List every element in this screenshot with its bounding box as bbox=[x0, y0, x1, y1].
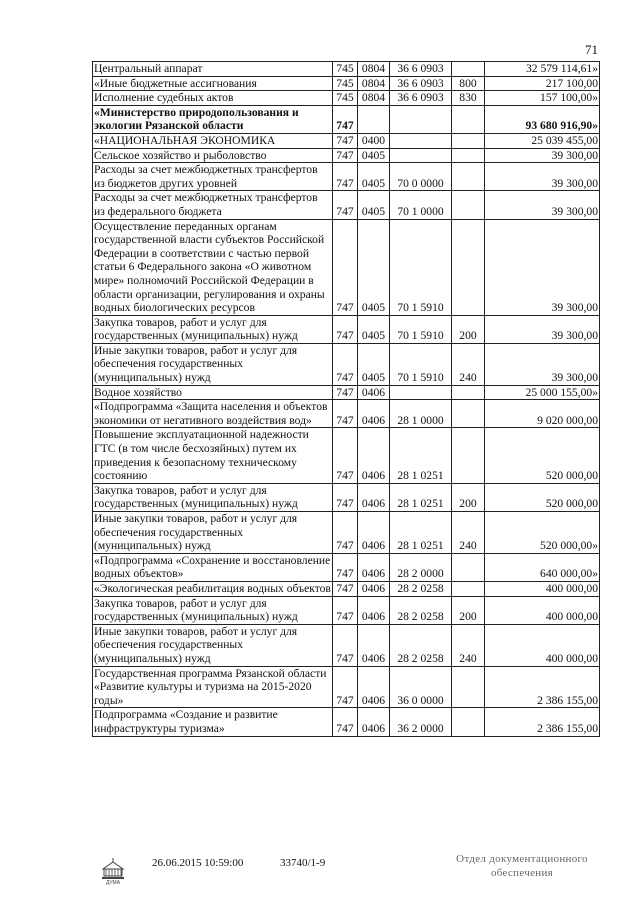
table-row bbox=[93, 133, 600, 148]
table-row bbox=[93, 315, 600, 343]
row-name: Иные закупки товаров, работ и услуг для обеспечения государственных (муниципальных) нужд bbox=[93, 512, 333, 554]
row-sum: 39 300,00 bbox=[485, 343, 600, 385]
row-article: 28 2 0258 bbox=[390, 624, 452, 666]
row-sum: 217 100,00 bbox=[485, 76, 600, 91]
row-name: Сельское хозяйство и рыболовство bbox=[93, 148, 333, 163]
row-code: 747 bbox=[333, 315, 358, 343]
row-sum: 39 300,00 bbox=[485, 163, 600, 191]
row-section: 0804 bbox=[358, 91, 390, 106]
table-row bbox=[93, 105, 600, 133]
row-sum: 400 000,00 bbox=[485, 581, 600, 596]
table-row bbox=[93, 400, 600, 428]
row-code: 747 bbox=[333, 105, 358, 133]
table-row bbox=[93, 91, 600, 106]
row-section: 0804 bbox=[358, 76, 390, 91]
row-sum: 32 579 114,61» bbox=[485, 62, 600, 77]
row-sum: 520 000,00 bbox=[485, 428, 600, 483]
row-sum: 520 000,00» bbox=[485, 512, 600, 554]
footer-stamp-line2: обеспечения bbox=[490, 867, 554, 879]
row-type: 200 bbox=[452, 483, 485, 511]
row-section: 0405 bbox=[358, 219, 390, 315]
row-type bbox=[452, 400, 485, 428]
row-sum: 400 000,00 bbox=[485, 596, 600, 624]
row-section: 0406 bbox=[358, 624, 390, 666]
row-sum: 25 000 155,00» bbox=[485, 385, 600, 400]
row-section: 0400 bbox=[358, 133, 390, 148]
table-row bbox=[93, 343, 600, 385]
table-row bbox=[93, 62, 600, 77]
row-section: 0406 bbox=[358, 512, 390, 554]
row-type bbox=[452, 105, 485, 133]
table-row bbox=[93, 483, 600, 511]
row-section: 0406 bbox=[358, 385, 390, 400]
table-row bbox=[93, 553, 600, 581]
row-section: 0405 bbox=[358, 315, 390, 343]
row-type bbox=[452, 133, 485, 148]
row-section: 0406 bbox=[358, 400, 390, 428]
duma-emblem-icon bbox=[98, 855, 128, 885]
row-name: Повышение эксплуатационной надежности ГТС (в том числе бесхозяйных) путем их приведения к безопасному техническому состоянию bbox=[93, 428, 333, 483]
row-code: 747 bbox=[333, 400, 358, 428]
row-name: Расходы за счет межбюджетных трансфертов из федерального бюджета bbox=[93, 191, 333, 219]
row-section: 0406 bbox=[358, 596, 390, 624]
row-sum: 25 039 455,00 bbox=[485, 133, 600, 148]
row-article: 70 1 5910 bbox=[390, 343, 452, 385]
row-type bbox=[452, 163, 485, 191]
row-section: 0405 bbox=[358, 191, 390, 219]
footer-datetime: 26.06.2015 10:59:00 bbox=[152, 857, 244, 869]
row-type: 200 bbox=[452, 596, 485, 624]
svg-text:ДУМА: ДУМА bbox=[105, 880, 121, 885]
table-body bbox=[93, 62, 600, 737]
row-code: 747 bbox=[333, 483, 358, 511]
row-sum: 39 300,00 bbox=[485, 191, 600, 219]
table-row bbox=[93, 148, 600, 163]
row-name: «Министерство природопользования и экологии Рязанской области bbox=[93, 105, 333, 133]
row-name: «Иные бюджетные ассигнования bbox=[93, 76, 333, 91]
row-section: 0405 bbox=[358, 163, 390, 191]
row-article: 36 0 0000 bbox=[390, 666, 452, 708]
row-article bbox=[390, 133, 452, 148]
row-section: 0406 bbox=[358, 708, 390, 736]
row-article: 36 6 0903 bbox=[390, 62, 452, 77]
row-code: 747 bbox=[333, 385, 358, 400]
row-code: 747 bbox=[333, 133, 358, 148]
row-code: 747 bbox=[333, 191, 358, 219]
table-row bbox=[93, 666, 600, 708]
row-article: 28 1 0251 bbox=[390, 512, 452, 554]
row-type: 830 bbox=[452, 91, 485, 106]
row-article: 28 1 0251 bbox=[390, 483, 452, 511]
table-row bbox=[93, 581, 600, 596]
row-sum: 93 680 916,90» bbox=[485, 105, 600, 133]
budget-table bbox=[92, 61, 600, 737]
row-type bbox=[452, 553, 485, 581]
table-row bbox=[93, 596, 600, 624]
row-code: 747 bbox=[333, 581, 358, 596]
row-type bbox=[452, 666, 485, 708]
row-name: Исполнение судебных актов bbox=[93, 91, 333, 106]
row-name: «НАЦИОНАЛЬНАЯ ЭКОНОМИКА bbox=[93, 133, 333, 148]
row-article: 70 1 5910 bbox=[390, 315, 452, 343]
row-code: 745 bbox=[333, 76, 358, 91]
row-type: 800 bbox=[452, 76, 485, 91]
row-code: 747 bbox=[333, 512, 358, 554]
row-code: 747 bbox=[333, 624, 358, 666]
row-section: 0405 bbox=[358, 148, 390, 163]
row-sum: 400 000,00 bbox=[485, 624, 600, 666]
row-sum: 640 000,00» bbox=[485, 553, 600, 581]
row-name: Закупка товаров, работ и услуг для государственных (муниципальных) нужд bbox=[93, 596, 333, 624]
row-code: 747 bbox=[333, 428, 358, 483]
row-code: 747 bbox=[333, 148, 358, 163]
row-code: 745 bbox=[333, 62, 358, 77]
row-code: 747 bbox=[333, 708, 358, 736]
row-type bbox=[452, 62, 485, 77]
row-section: 0406 bbox=[358, 553, 390, 581]
row-code: 747 bbox=[333, 219, 358, 315]
row-code: 747 bbox=[333, 343, 358, 385]
row-article bbox=[390, 105, 452, 133]
row-article: 70 0 0000 bbox=[390, 163, 452, 191]
row-section: 0804 bbox=[358, 62, 390, 77]
page-number: 71 bbox=[585, 42, 598, 57]
row-name: Иные закупки товаров, работ и услуг для обеспечения государственных (муниципальных) нужд bbox=[93, 624, 333, 666]
table-row bbox=[93, 219, 600, 315]
row-article bbox=[390, 385, 452, 400]
row-name: Осуществление переданных органам государственной власти субъектов Российской Федерации в соответствии с частью первой статьи 6 Федерального закона «О животном мире» полномочий Российской Федерации в области организации, регулирования и охраны водных биологических ресурсов bbox=[93, 219, 333, 315]
row-type bbox=[452, 219, 485, 315]
row-type bbox=[452, 191, 485, 219]
row-name: Подпрограмма «Создание и развитие инфраструктуры туризма» bbox=[93, 708, 333, 736]
row-name: Закупка товаров, работ и услуг для государственных (муниципальных) нужд bbox=[93, 315, 333, 343]
row-type bbox=[452, 148, 485, 163]
row-type: 200 bbox=[452, 315, 485, 343]
row-section: 0405 bbox=[358, 343, 390, 385]
row-section: 0406 bbox=[358, 666, 390, 708]
row-sum: 39 300,00 bbox=[485, 315, 600, 343]
row-article: 36 6 0903 bbox=[390, 76, 452, 91]
row-article: 70 1 5910 bbox=[390, 219, 452, 315]
row-article: 28 2 0258 bbox=[390, 596, 452, 624]
row-name: «Подпрограмма «Сохранение и восстановление водных объектов» bbox=[93, 553, 333, 581]
row-section bbox=[358, 105, 390, 133]
footer-doc-number: 33740/1-9 bbox=[280, 857, 326, 869]
table-row bbox=[93, 191, 600, 219]
row-type: 240 bbox=[452, 512, 485, 554]
row-name: «Подпрограмма «Защита населения и объектов экономики от негативного воздействия вод» bbox=[93, 400, 333, 428]
row-code: 747 bbox=[333, 163, 358, 191]
row-name: Иные закупки товаров, работ и услуг для обеспечения государственных (муниципальных) нужд bbox=[93, 343, 333, 385]
row-article bbox=[390, 148, 452, 163]
footer-stamp-line1: Отдел документационного bbox=[456, 853, 588, 865]
table-row bbox=[93, 624, 600, 666]
row-article: 28 1 0251 bbox=[390, 428, 452, 483]
row-code: 745 bbox=[333, 91, 358, 106]
row-sum: 2 386 155,00 bbox=[485, 666, 600, 708]
row-article: 28 1 0000 bbox=[390, 400, 452, 428]
footer-stamp bbox=[444, 852, 600, 880]
row-type bbox=[452, 385, 485, 400]
row-sum: 520 000,00 bbox=[485, 483, 600, 511]
row-type: 240 bbox=[452, 343, 485, 385]
row-article: 36 6 0903 bbox=[390, 91, 452, 106]
row-name: Центральный аппарат bbox=[93, 62, 333, 77]
table-row bbox=[93, 428, 600, 483]
table-row bbox=[93, 708, 600, 736]
row-sum: 157 100,00» bbox=[485, 91, 600, 106]
row-article: 28 2 0258 bbox=[390, 581, 452, 596]
table-row bbox=[93, 163, 600, 191]
row-section: 0406 bbox=[358, 428, 390, 483]
row-code: 747 bbox=[333, 553, 358, 581]
row-section: 0406 bbox=[358, 581, 390, 596]
row-sum: 9 020 000,00 bbox=[485, 400, 600, 428]
row-sum: 39 300,00 bbox=[485, 148, 600, 163]
row-sum: 2 386 155,00 bbox=[485, 708, 600, 736]
row-article: 70 1 0000 bbox=[390, 191, 452, 219]
row-name: Водное хозяйство bbox=[93, 385, 333, 400]
row-type bbox=[452, 581, 485, 596]
row-type: 240 bbox=[452, 624, 485, 666]
table-row bbox=[93, 385, 600, 400]
row-article: 36 2 0000 bbox=[390, 708, 452, 736]
row-type bbox=[452, 708, 485, 736]
row-section: 0406 bbox=[358, 483, 390, 511]
row-article: 28 2 0000 bbox=[390, 553, 452, 581]
row-sum: 39 300,00 bbox=[485, 219, 600, 315]
row-code: 747 bbox=[333, 596, 358, 624]
row-name: «Экологическая реабилитация водных объектов bbox=[94, 581, 331, 595]
row-name: Государственная программа Рязанской области «Развитие культуры и туризма на 2015-2020 годы» bbox=[93, 666, 333, 708]
row-name: Закупка товаров, работ и услуг для государственных (муниципальных) нужд bbox=[93, 483, 333, 511]
table-row bbox=[93, 512, 600, 554]
row-name: Расходы за счет межбюджетных трансфертов из бюджетов других уровней bbox=[93, 163, 333, 191]
row-type bbox=[452, 428, 485, 483]
table-row bbox=[93, 76, 600, 91]
row-code: 747 bbox=[333, 666, 358, 708]
